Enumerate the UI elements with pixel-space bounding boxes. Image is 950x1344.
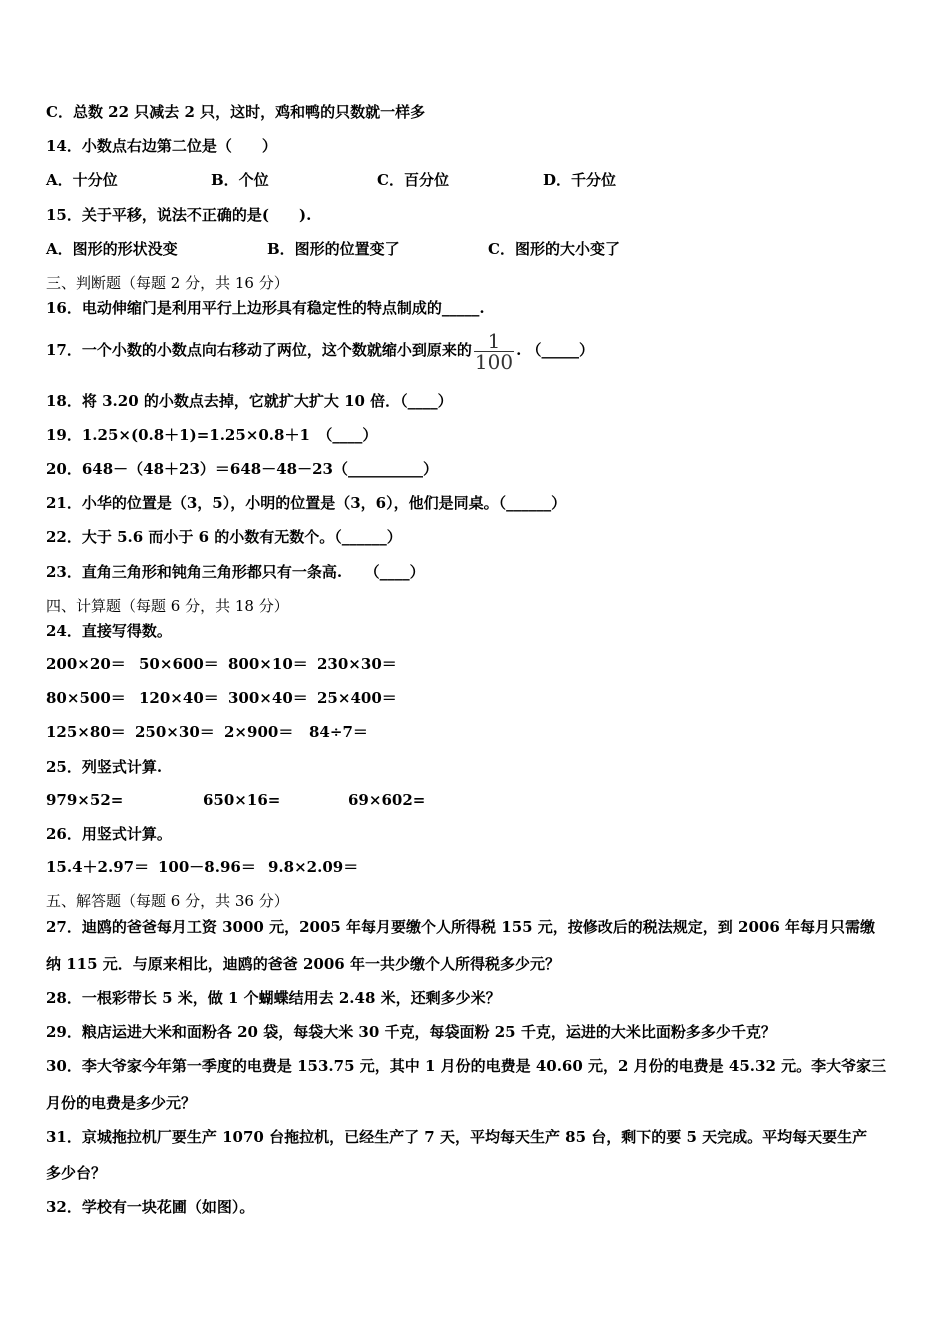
q31-line-1: 31．京城拖拉机厂要生产 1070 台拖拉机，已经生产了 7 天，平均每天生产 85 台，剩下的要 5 天完成。平均每天要生产 xyxy=(46,1128,868,1146)
q24-item: 300×40＝ xyxy=(228,689,308,707)
q14-option-d: D．千分位 xyxy=(543,171,617,189)
q26-item: 15.4＋2.97＝ xyxy=(46,858,150,876)
q24-item: 230×30＝ xyxy=(317,655,397,673)
section-3-heading: 三、判断题（每题 2 分，共 16 分） xyxy=(46,274,289,292)
q29: 29．粮店运进大米和面粉各 20 袋，每袋大米 30 千克，每袋面粉 25 千克，运进的大米比面粉多多少千克？ xyxy=(46,1023,776,1041)
q26-stem: 26．用竖式计算。 xyxy=(46,825,172,843)
q14-stem: 14．小数点右边第二位是（ ） xyxy=(46,137,277,155)
q17-denominator: 100 xyxy=(474,349,514,374)
q25-item: 69×602= xyxy=(348,791,426,809)
q24-stem: 24．直接写得数。 xyxy=(46,622,172,640)
q17 xyxy=(46,328,594,372)
q25-stem: 25．列竖式计算. xyxy=(46,758,163,776)
q20: 20．648－（48＋23）＝648－48－23（__________） xyxy=(46,460,438,478)
q26-item: 9.8×2.09＝ xyxy=(268,858,359,876)
q25-item: 650×16= xyxy=(203,791,281,809)
q28: 28．一根彩带长 5 米，做 1 个蝴蝶结用去 2.48 米，还剩多少米？ xyxy=(46,989,501,1007)
q17-blank: . （_____） xyxy=(516,341,595,359)
q24-item: 84÷7＝ xyxy=(309,723,368,741)
q24-item: 50×600＝ xyxy=(139,655,219,673)
section-4-heading: 四、计算题（每题 6 分，共 18 分） xyxy=(46,597,289,615)
q22: 22．大于 5.6 而小于 6 的小数有无数个。（______） xyxy=(46,528,402,546)
q24-item: 120×40＝ xyxy=(139,689,219,707)
q19: 19．1.25×(0.8＋1)=1.25×0.8＋1 （____） xyxy=(46,426,378,444)
section-5-heading: 五、解答题（每题 6 分，共 36 分） xyxy=(46,892,289,910)
q17-text: 17．一个小数的小数点向右移动了两位，这个数就缩小到原来的 xyxy=(46,341,472,359)
q30-line-1: 30．李大爷家今年第一季度的电费是 153.75 元，其中 1 月份的电费是 40.60 元，2 月份的电费是 45.32 元。李大爷家三 xyxy=(46,1057,887,1075)
q14-option-a: A．十分位 xyxy=(46,171,118,189)
q27-line-1: 27．迪鸥的爸爸每月工资 3000 元，2005 年每月要缴个人所得税 155 元，按修改后的税法规定，到 2006 年每月只需缴 xyxy=(46,918,875,936)
q17-numerator: 1 xyxy=(487,328,501,353)
q15-stem: 15．关于平移，说法不正确的是( ). xyxy=(46,206,312,224)
q24-item: 80×500＝ xyxy=(46,689,126,707)
q30-line-2: 月份的电费是多少元？ xyxy=(46,1094,197,1112)
q14-option-c: C．百分位 xyxy=(377,171,449,189)
q13-option-c: C．总数 22 只减去 2 只，这时，鸡和鸭的只数就一样多 xyxy=(46,103,426,121)
q27-line-2: 纳 115 元．与原来相比，迪鸥的爸爸 2006 年一共少缴个人所得税多少元？ xyxy=(46,955,560,973)
q18: 18．将 3.20 的小数点去掉，它就扩大扩大 10 倍．（____） xyxy=(46,392,453,410)
q15-option-c: C．图形的大小变了 xyxy=(488,240,620,258)
q31-line-2: 多少台？ xyxy=(46,1164,107,1182)
q24-item: 125×80＝ xyxy=(46,723,126,741)
q24-item: 250×30＝ xyxy=(135,723,215,741)
q15-option-b: B．图形的位置变了 xyxy=(267,240,400,258)
q21: 21．小华的位置是（3，5），小明的位置是（3，6），他们是同桌。（______） xyxy=(46,494,567,512)
q26-item: 100－8.96＝ xyxy=(158,858,256,876)
q14-option-b: B．个位 xyxy=(211,171,269,189)
q32: 32．学校有一块花圃（如图）。 xyxy=(46,1198,255,1216)
q15-option-a: A．图形的形状没变 xyxy=(46,240,178,258)
q24-item: 800×10＝ xyxy=(228,655,308,673)
q17-fraction xyxy=(474,328,514,374)
q23: 23．直角三角形和钝角三角形都只有一条高. （____） xyxy=(46,563,425,581)
q24-item: 200×20＝ xyxy=(46,655,126,673)
q24-item: 2×900＝ xyxy=(224,723,294,741)
q24-item: 25×400＝ xyxy=(317,689,397,707)
q16: 16．电动伸缩门是利用平行上边形具有稳定性的特点制成的_____. xyxy=(46,299,485,317)
q25-item: 979×52= xyxy=(46,791,124,809)
